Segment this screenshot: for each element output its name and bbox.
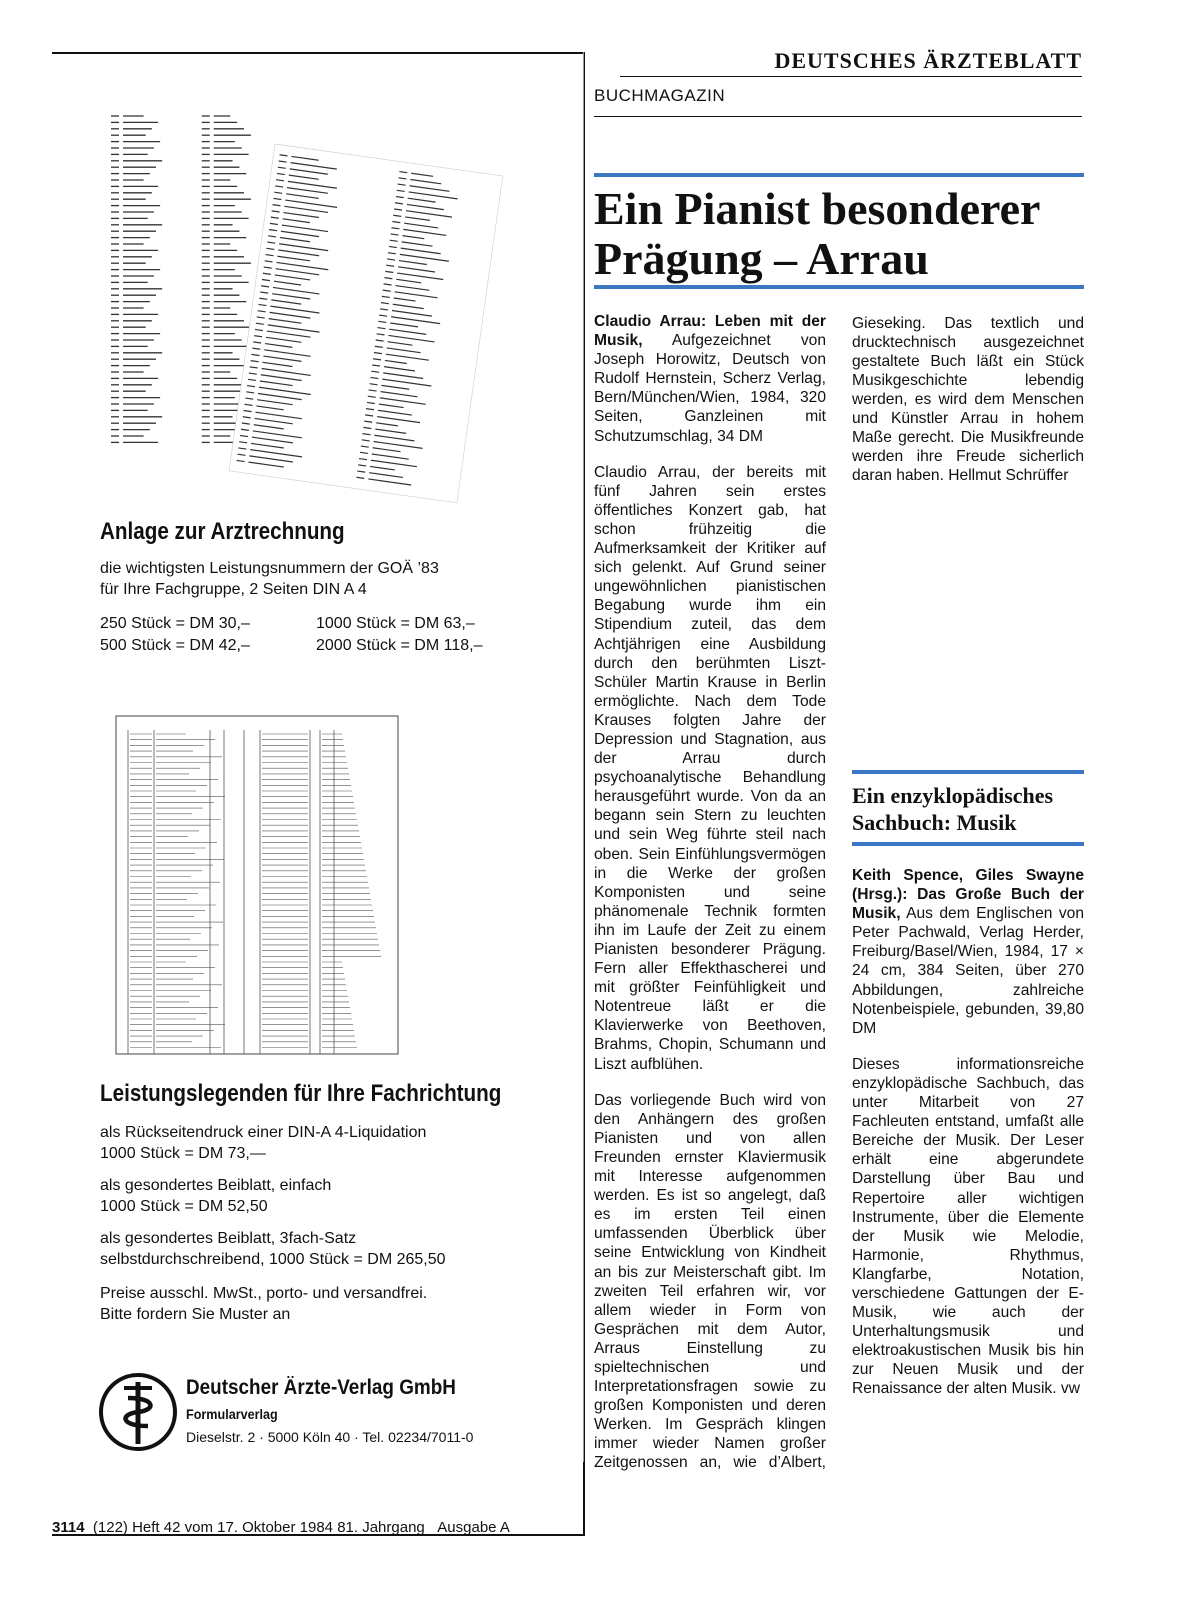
price-value: = DM 118,–	[400, 637, 483, 654]
form-sample-image-2	[114, 710, 404, 1058]
headline-rule-top	[594, 173, 1084, 177]
price-qty: 500 Stück	[100, 637, 172, 654]
subarticle-rule-top	[852, 770, 1084, 774]
section-rule	[594, 116, 1082, 117]
price-row	[316, 635, 482, 656]
subheadline-line: Sachbuch: Musik	[852, 810, 1017, 835]
bibliography: Claudio Arrau: Leben mit der Musik, Aufgezeichnet von Joseph Horowitz, Deutsch von Rudolf Hernstein, Scherz Verlag, Bern/München/Wien, 1984, 320 Seiten, Ganzleinen mit Schutzumschlag, 34 DM	[594, 313, 826, 445]
price-qty: 250 Stück	[100, 615, 172, 632]
subheadline-line: Ein enzyklopädisches	[852, 783, 1054, 808]
price-row	[316, 613, 475, 634]
page-footer	[52, 1519, 510, 1536]
publisher-logo-icon	[98, 1372, 178, 1457]
section-label: BUCHMAGAZIN	[594, 86, 726, 105]
bibliography: Keith Spence, Giles Swayne (Hrsg.): Das Große Buch der Musik, Aus dem Englischen von Peter Pachwald, Verlag Herder, Freiburg/Basel/Wien, 1984, 17 × 24 cm, 384 Seiten, über 270 Abbildungen, zahlreiche Notenbeispiele, gebunden, 39,80 DM	[852, 867, 1084, 1037]
article-column-1	[594, 312, 826, 1472]
ad-desc-line: für Ihre Fachgruppe, 2 Seiten DIN A 4	[100, 581, 367, 598]
ad-desc-line: die wichtigsten Leistungsnummern der GOÄ ’83	[100, 560, 439, 577]
publisher-subtitle: Formularverlag	[186, 1406, 278, 1422]
form-sample-image-1	[107, 106, 567, 506]
price-value: = DM 30,–	[175, 615, 250, 632]
paragraph: Das vorliegende Buch wird von den Anhängern des großen Pianisten und von allen Freunden ernster Klaviermusik mit Interesse aufgenommen werden. Es ist so angelegt, daß es im ersten Teil einen umfassenden Überblick über seine Entwicklung von Kindheit an bis zur Meisterschaft gibt. Im zweiten Teil erfahren wir, vor allem wieder in Form von Gesprächen mit dem Autor, Arraus Einstellung zu spieltechnischen und Interpretationsfragen sowie zu großen Komponisten und deren Werken. Im Gespräch klingen immer wieder Namen großer Zeitgenossen an, wie d’Albert,	[594, 1091, 826, 1472]
advertisement-box	[52, 52, 585, 1536]
ad-line: selbstdurchschreibend, 1000 Stück = DM 265,50	[100, 1251, 446, 1268]
price-value: = DM 63,–	[400, 615, 475, 632]
article-headline	[594, 184, 1084, 284]
price-value: = DM 42,–	[175, 637, 250, 654]
ad-line: Bitte fordern Sie Muster an	[100, 1306, 291, 1323]
price-qty: 1000 Stück	[316, 615, 397, 632]
masthead: DEUTSCHES ÄRZTEBLATT	[620, 48, 1082, 77]
article-column-2	[852, 312, 1084, 737]
subarticle-headline	[852, 782, 1092, 836]
author-signature: vw	[1060, 1380, 1080, 1398]
ad-line: als gesondertes Beiblatt, einfach	[100, 1177, 332, 1194]
ad-line: 1000 Stück = DM 73,—	[100, 1145, 266, 1162]
headline-line: Prägung – Arrau	[594, 233, 929, 284]
paragraph: Claudio Arrau, der bereits mit fünf Jahren sein erstes öffentliches Konzert gab, hat schon frühzeitig die Aufmerksamkeit der Kritiker auf sich gelenkt. Auf Grund seiner ungewöhnlichen pianistischen Begabung wurde ihm ein Stipendium zuteil, das dem Achtjährigen eine Ausbildung durch den berühmten Liszt-Schüler Martin Krause in Berlin ermöglichte. Nach dem Tode Krauses folgten Jahre der Depression und Stagnation, aus der Arrau durch psychoanalytische Behandlung herausgeführt wurde. Von da an begann sein Stern zu leuchten und sein Weg führte steil nach oben. Sein Einfühlungsvermögen in die Werke der großen Komponisten und seine phänomenale Technik formten ihn im Laufe der Zeit zu einem Pianisten besonderer Prägung. Fern aller Effekthascherei und mit größter Feinfühligkeit und Notentreue läßt er die Klavierwerke von Beethoven, Brahms, Chopin, Schumann und Liszt aufblühen.	[594, 463, 826, 1073]
edition: Ausgabe A	[437, 1519, 510, 1536]
ad-line: 1000 Stück = DM 52,50	[100, 1198, 268, 1215]
headline-rule-bottom	[594, 285, 1084, 289]
column-divider	[583, 52, 584, 1462]
subarticle-rule-bottom	[852, 842, 1084, 846]
price-qty: 2000 Stück	[316, 637, 397, 654]
price-row	[100, 635, 250, 656]
page-number: 3114	[52, 1519, 85, 1536]
publisher-name: Deutscher Ärzte-Verlag GmbH	[186, 1376, 456, 1399]
publisher-address: Dieselstr. 2 · 5000 Köln 40 · Tel. 02234/7011-0	[186, 1429, 474, 1445]
ad-line: als gesondertes Beiblatt, 3fach-Satz	[100, 1230, 357, 1247]
paragraph: Dieses informationsreiche enzyklopädische Sachbuch, das unter Mitarbeit von 27 Fachleuten entstand, umfaßt alle Bereiche der Musik. Der Leser erhält eine abgerundete Darstellung über Bau und Repertoire aller wichtigen Instrumente, über die Elemente der Musik wie Melodie, Harmonie, Rhythmus, Klangfarbe, Notation, verschiedene Gattungen der E-Musik, wie auch der Unterhaltungsmusik und elektroakustischen Musik bis hin zur Neuen Musik und der Renaissance der alten Musik. vw	[852, 1055, 1084, 1398]
price-row	[100, 613, 250, 634]
ad-heading-invoice: Anlage zur Arztrechnung	[100, 518, 345, 545]
subarticle-column	[852, 866, 1084, 1466]
issue-info: (122) Heft 42 vom 17. Oktober 1984 81. Jahrgang	[92, 1519, 425, 1536]
ad-line: Preise ausschl. MwSt., porto- und versandfrei.	[100, 1285, 428, 1302]
ad-line: als Rückseitendruck einer DIN-A 4-Liquidation	[100, 1124, 427, 1141]
headline-line: Ein Pianist besonderer	[594, 183, 1041, 234]
author-signature: Hellmut Schrüffer	[948, 467, 1069, 485]
ad-heading-legends: Leistungslegenden für Ihre Fachrichtung	[100, 1080, 502, 1107]
paragraph-continued: Gieseking. Das textlich und drucktechnisch ausgezeichnet gestaltete Buch läßt ein Stück Musikgeschichte lebendig werden, es wird dem Menschen und Künstler Arrau in hohem Maße gerecht. Die Musikfreunde werden ihre Freude sicherlich daran haben. Hellmut Schrüffer	[852, 314, 1084, 485]
